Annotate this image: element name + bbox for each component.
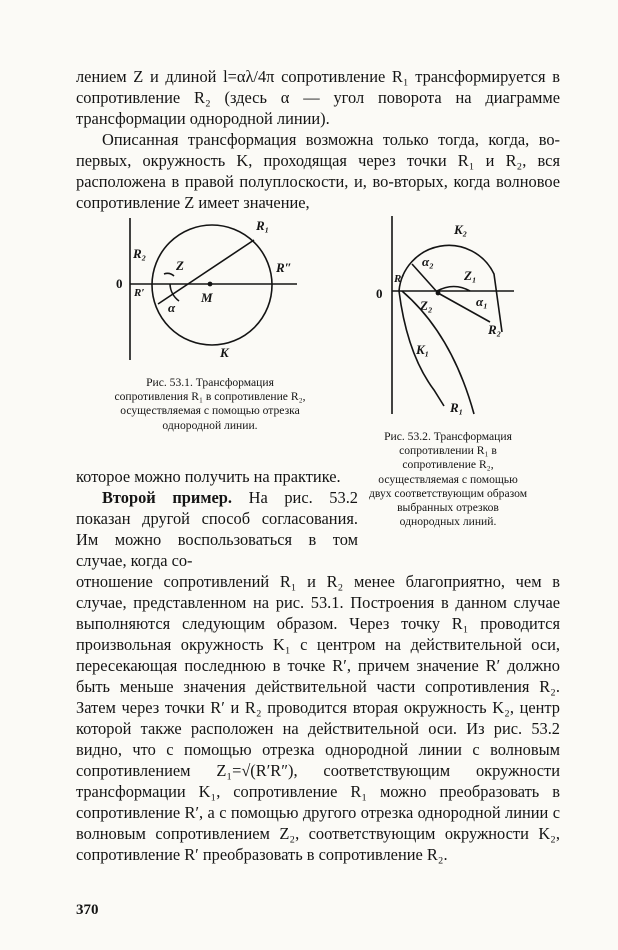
label-alpha2: α₂	[422, 254, 434, 269]
label-m: M	[201, 290, 213, 305]
paragraph-4-narrow-text: На рис. 53.2 показан другой способ согласования. Им можно воспользоваться в том случае, когда со-	[76, 488, 358, 570]
text-block-top	[76, 66, 560, 213]
label-rprime: R′	[134, 287, 145, 299]
center-point	[436, 291, 441, 296]
page-number: 370	[76, 902, 99, 918]
label-z2: Z₂	[420, 298, 433, 313]
paragraph-4-continued: отношение сопротивлений R₁ и R₂ менее благоприятно, чем в случае, представленном на рис. 53.1. Построения в данном случае выполняются следующим образом. Через точку R₁ проводится произвольная окружность K₁ с центром на действительной оси, пересекающая последнюю в точке R′, причем значение R′ должно быть меньше значения действительной части сопротивления R₂. Затем через точки R′ и R₂ проводится вторая окружность K₂, центр которой также расположен на действительной оси. Из рис. 53.2 видно, что с помощью отрезка однородной линии с волновым сопротивлением Z₁=√(R′R″), соответствующим окружности трансформации K₁, сопротивление R₁ можно преобразовать в сопротивление R′, а с помощью другого отрезка однородной линии с волновым сопротивлением Z₂, соответствующим окружности K₂, сопротивление R′ преобразовать в сопротивление R₂.	[76, 572, 560, 864]
label-r2: R₂	[488, 322, 502, 337]
label-r2: R₂	[133, 246, 147, 261]
figure-53-1-caption: Рис. 53.1. Трансформация сопротивления R₁ в сопротивление R₂, осуществляемая с помощью отрезка однородной линии.	[114, 376, 306, 432]
label-k: K	[220, 345, 229, 360]
label-origin: 0	[376, 286, 383, 301]
label-rprime: R′	[394, 273, 405, 285]
figure-53-1-diagram	[112, 214, 304, 364]
label-z: Z	[176, 258, 184, 273]
label-z1: Z₁	[464, 268, 477, 283]
text-block-bottom	[76, 571, 560, 865]
label-origin: 0	[116, 276, 123, 291]
paragraph-3: которое можно получить на практике.	[76, 467, 341, 486]
paragraph-4-start	[76, 487, 358, 571]
paragraph-2: Описанная трансформация возможна только тогда, когда, во-первых, окружность K, проходящая через точки R₁ и R₂, вся расположена в правой полуплоскости, и, во-вторых, когда волновое сопротивление Z имеет значение,	[76, 130, 560, 212]
label-rdouble: R″	[276, 260, 292, 275]
label-alpha1: α₁	[476, 294, 488, 309]
label-alpha: α	[168, 300, 176, 315]
z-arc	[164, 273, 174, 276]
center-point-m	[208, 282, 213, 287]
figure-53-2-diagram	[372, 214, 522, 419]
circle-k2	[399, 245, 502, 332]
second-example-heading: Второй пример.	[102, 488, 232, 507]
paragraph-1: лением Z и длиной l=αλ/4π сопротивление R₁ трансформируется в сопротивление R₂ (здесь α — угол поворота на диаграмме трансформации однородной линии).	[76, 67, 560, 128]
figure-53-2-caption: Рис. 53.2. Трансформация сопротивлении R₁ в сопротивление R₂, осуществляемая с помощью двух соответствующим образом выбранных отрезков однородных линий.	[368, 430, 528, 529]
label-r1: R₁	[450, 400, 464, 415]
text-block-narrow	[76, 466, 358, 571]
label-k2: K₂	[454, 222, 468, 237]
figure-53-1	[112, 214, 304, 364]
label-k1: K₁	[416, 342, 430, 357]
label-r1: R₁	[256, 218, 270, 233]
figure-53-2	[372, 214, 522, 419]
